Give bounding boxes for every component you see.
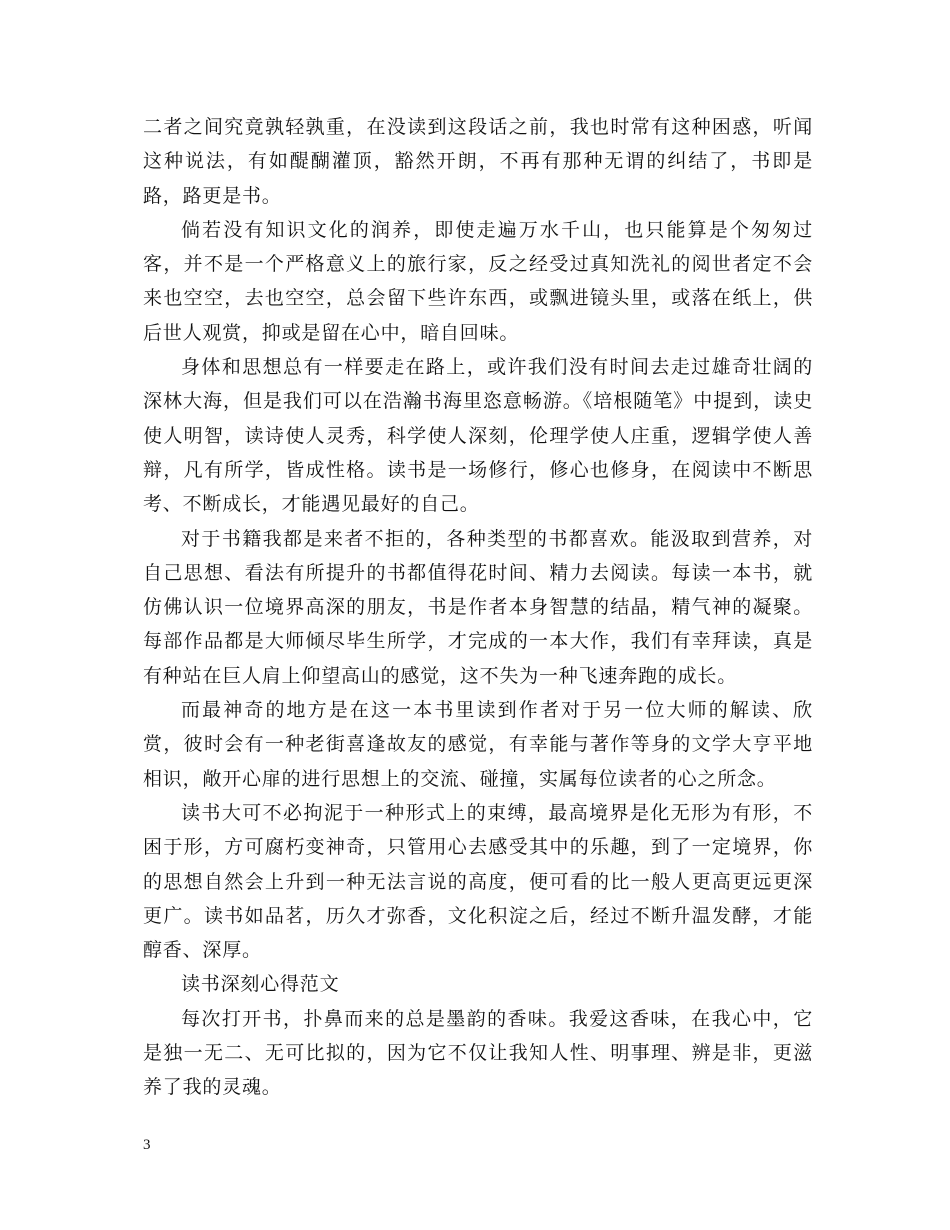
section-heading: 读书深刻心得范文 — [181, 973, 340, 996]
paragraph-3: 身体和思想总有一样要走在路上，或许我们没有时间去走过雄奇壮阔的深林大海，但是我们可以在浩瀚书海里恣意畅游。《培根随笔》中提到，读史使人明智，读诗使人灵秀，科学使人深刻，伦理学使人庄重，逻辑学使人善辩，凡有所学，皆成性格。读书是一场修行，修心也修身，在阅读中不断思考、不断成长，才能遇见最好的自己。 — [143, 356, 813, 516]
paragraph-1: 二者之间究竟孰轻孰重，在没读到这段话之前，我也时常有这种困惑，听闻这种说法，有如醍醐灌顶，豁然开朗，不再有那种无谓的纠结了，书即是路，路更是书。 — [143, 116, 813, 207]
paragraph-4: 对于书籍我都是来者不拒的，各种类型的书都喜欢。能汲取到营养，对自己思想、看法有所提升的书都值得花时间、精力去阅读。每读一本书，就仿佛认识一位境界高深的朋友，书是作者本身智慧的结晶，精气神的凝聚。每部作品都是大师倾尽毕生所学，才完成的一本大作，我们有幸拜读，真是有种站在巨人肩上仰望高山的感觉，这不失为一种飞速奔跑的成长。 — [143, 527, 813, 687]
paragraph-7: 每次打开书，扑鼻而来的总是墨韵的香味。我爱这香味，在我心中，它是独一无二、无可比拟的，因为它不仅让我知人性、明事理、辨是非，更滋养了我的灵魂。 — [143, 1007, 813, 1099]
page-number: 3 — [143, 1137, 151, 1153]
document-body — [143, 110, 813, 1105]
paragraph-6: 读书大可不必拘泥于一种形式上的束缚，最高境界是化无形为有形，不困于形，方可腐朽变神奇，只管用心去感受其中的乐趣，到了一定境界，你的思想自然会上升到一种无法言说的高度，便可看的比一般人更高更远更深更广。读书如品茗，历久才弥香，文化积淀之后，经过不断升温发酵，才能醇香、深厚。 — [143, 801, 813, 962]
paragraph-5: 而最神奇的地方是在这一本书里读到作者对于另一位大师的解读、欣赏，彼时会有一种老街喜逢故友的感觉，有幸能与著作等身的文学大亨平地相识，敞开心扉的进行思想上的交流、碰撞，实属每位读者的心之所念。 — [143, 699, 813, 790]
paragraph-2: 倘若没有知识文化的润养，即使走遍万水千山，也只能算是个匆匆过客，并不是一个严格意义上的旅行家，反之经受过真知洗礼的阅世者定不会来也空空，去也空空，总会留下些许东西，或飘进镜头里，或落在纸上，供后世人观赏，抑或是留在心中，暗自回味。 — [143, 218, 813, 344]
